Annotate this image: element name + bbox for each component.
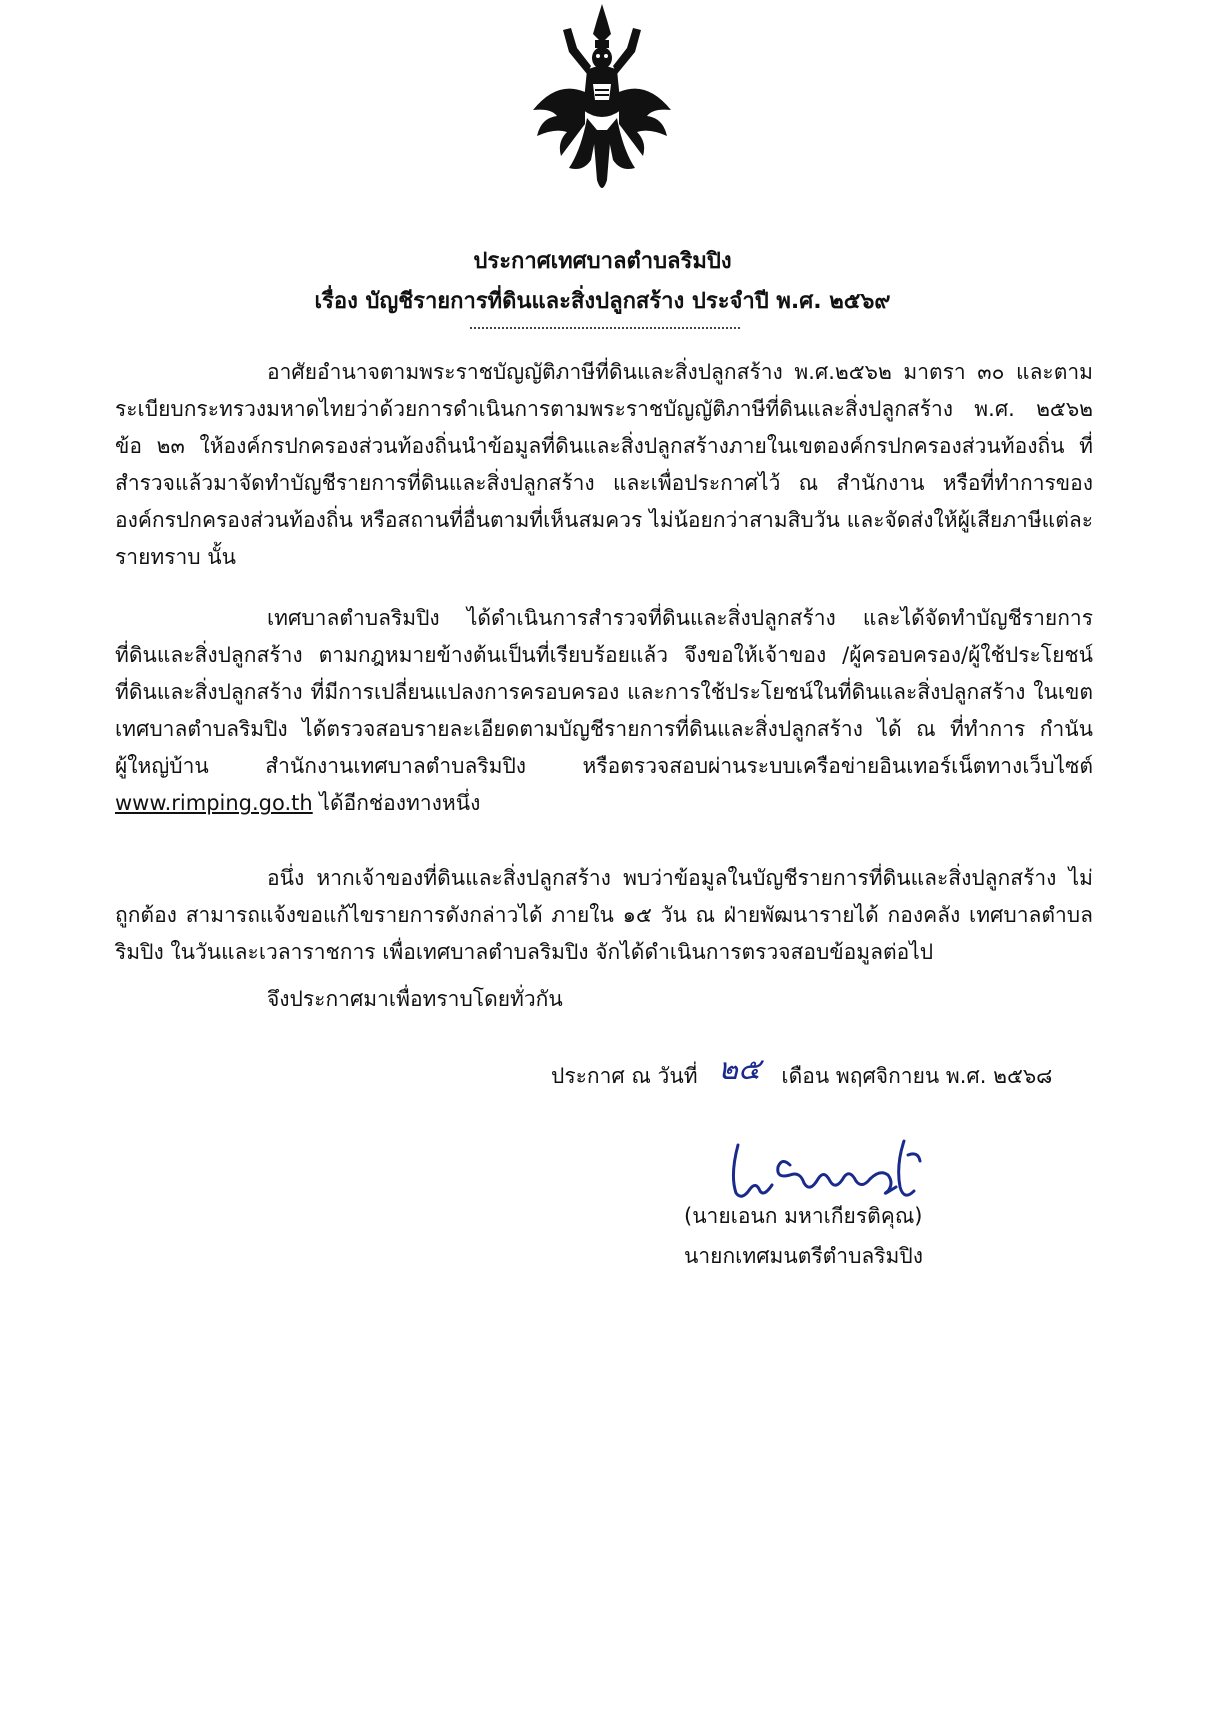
date-suffix: เดือน พฤศจิกายน พ.ศ. ๒๕๖๘ <box>781 1064 1053 1088</box>
title-divider <box>470 327 740 329</box>
paragraph-authority-text: อาศัยอำนาจตามพระราชบัญญัติภาษีที่ดินและสิ่งปลูกสร้าง พ.ศ.๒๕๖๒ มาตรา ๓๐ และตามระเบียบกระทรวงมหาดไทยว่าด้วยการดำเนินการตามพระราชบัญญัติภาษีที่ดินและสิ่งปลูกสร้าง พ.ศ. ๒๕๖๒ ข้อ ๒๓ ให้องค์กรปกครองส่วนท้องถิ่นนำข้อมูลที่ดินและสิ่งปลูกสร้างภายในเขตองค์กรปกครองส่วนท้องถิ่น ที่สำรวจแล้วมาจัดทำบัญชีรายการที่ดินและสิ่งปลูกสร้าง และเพื่อประกาศไว้ ณ สำนักงาน หรือที่ทำการขององค์กรปกครองส่วนท้องถิ่น หรือสถานที่อื่นตามที่เห็นสมควร ไม่น้อยกว่าสามสิบวัน และจัดส่งให้ผู้เสียภาษีแต่ละรายทราบ นั้น <box>115 360 1093 569</box>
paragraph-correction-text: อนึ่ง หากเจ้าของที่ดินและสิ่งปลูกสร้าง พบว่าข้อมูลในบัญชีรายการที่ดินและสิ่งปลูกสร้าง ไม่ถูกต้อง สามารถแจ้งขอแก้ไขรายการดังกล่าวได้ ภายใน ๑๕ วัน ณ ฝ่ายพัฒนารายได้ กองคลัง เทศบาลตำบลริมปิง ในวันและเวลาราชการ เพื่อเทศบาลตำบลริมปิง จักได้ดำเนินการตรวจสอบข้อมูลต่อไป <box>115 866 1093 964</box>
announcement-subject: เรื่อง บัญชีรายการที่ดินและสิ่งปลูกสร้าง ประจำปี พ.ศ. ๒๕๖๙ <box>314 289 891 314</box>
paragraph-authority <box>115 354 1093 576</box>
garuda-emblem-icon <box>527 0 677 200</box>
handwritten-day: ๒๕ <box>718 1052 761 1087</box>
announcement-title: ประกาศเทศบาลตำบลริมปิง <box>473 249 732 274</box>
date-prefix: ประกาศ ณ วันที่ <box>551 1064 698 1088</box>
signer-title: นายกเทศมนตรีตำบลริมปิง <box>684 1244 923 1268</box>
handwritten-signature <box>720 1135 940 1205</box>
signer-name: (นายเอนก มหาเกียรติคุณ) <box>684 1204 923 1228</box>
paragraph-survey-text: เทศบาลตำบลริมปิง ได้ดำเนินการสำรวจที่ดินและสิ่งปลูกสร้าง และได้จัดทำบัญชีรายการ ที่ดินและสิ่งปลูกสร้าง ตามกฎหมายข้างต้นเป็นที่เรียบร้อยแล้ว จึงขอให้เจ้าของ /ผู้ครอบครอง/ผู้ใช้ประโยชน์ ที่ดินและสิ่งปลูกสร้าง ที่มีการเปลี่ยนแปลงการครอบครอง และการใช้ประโยชน์ในที่ดินและสิ่งปลูกสร้าง ในเขตเทศบาลตำบลริมปิง ได้ตรวจสอบรายละเอียดตามบัญชีรายการที่ดินและสิ่งปลูกสร้าง ได้ ณ ที่ทำการ กำนัน ผู้ใหญ่บ้าน สำนักงานเทศบาลตำบลริมปิง หรือตรวจสอบผ่านระบบเครือข่ายอินเทอร์เน็ตทางเว็บไซต์ <box>115 606 1093 778</box>
website-link[interactable]: www.rimping.go.th <box>115 791 313 815</box>
paragraph-survey <box>115 600 1093 822</box>
paragraph-survey-tail: ได้อีกช่องทางหนึ่ง <box>312 791 481 815</box>
closing-statement: จึงประกาศมาเพื่อทราบโดยทั่วกัน <box>267 987 563 1011</box>
announcement-date <box>551 1050 1052 1097</box>
paragraph-correction <box>115 860 1093 971</box>
